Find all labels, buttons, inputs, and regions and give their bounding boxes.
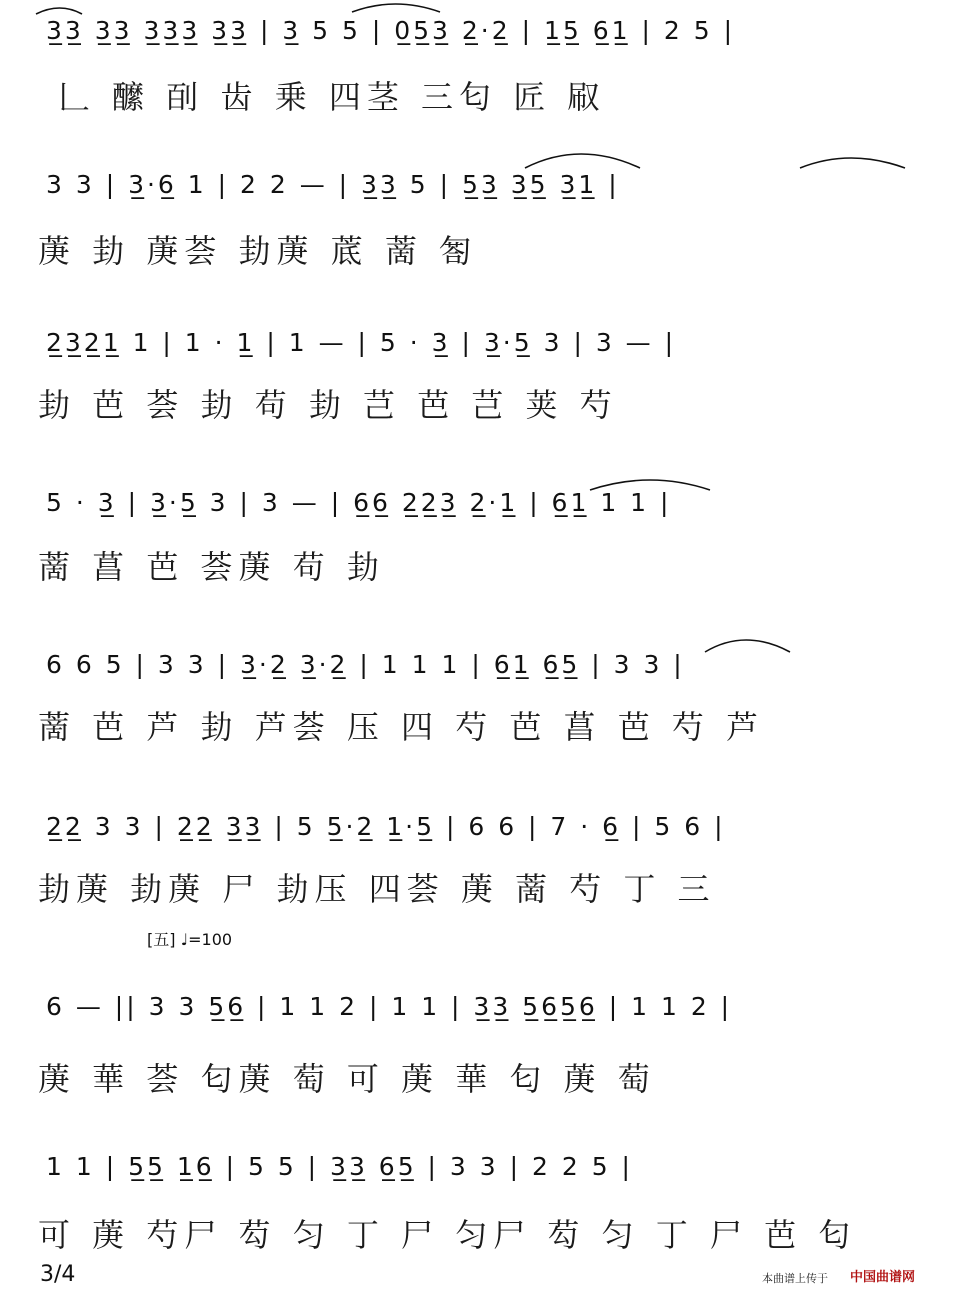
tablature-line: 菮 劸 菮荟 劸菮 菧 蔐 匒 [38, 232, 478, 270]
tablature-line: 菮 華 荟 匂菮 萄 可 菮 華 匂 菮 萄 [38, 1060, 656, 1098]
notation-line: 6 6 5 | 3 3 | 3̲·2̲ 3̲·2̲ | 1 1 1 | 6̲1̲ 6̲5̲ | 3 3 | [46, 650, 685, 679]
tablature-line: 可 菮 芍尸 芶 匀 丁 尸 匀尸 芶 匀 丁 尸 芭 匂 [38, 1216, 857, 1254]
tempo-mark: ♩=100 [180, 930, 233, 949]
tablature-line: 蔐 芭 芦 劸 芦荟 压 四 芍 芭 菖 芭 芍 芦 [38, 708, 765, 746]
notation-line: 2̲2̲ 3 3 | 2̲2̲ 3̲3̲ | 5 5̲·2̲ 1̲·5̲ | 6 6 | 7 · 6̲ | 5 6 | [46, 812, 726, 841]
tablature-line: 蔐 菖 芭 荟菮 苟 劸 [38, 548, 385, 586]
tablature-line: 劸菮 劸菮 尸 劸压 四荟 菮 蔐 芍 丁 三 [38, 870, 716, 908]
source-note: 本曲谱上传于 [762, 1272, 828, 1285]
page-number: 3/4 [40, 1262, 76, 1287]
notation-line: 3̲3̲ 3̲3̲ 3̲3̲3̲ 3̲3̲ | 3̲ 5 5 | 0̲5̲3̲ 2̲·2̲ | 1̲5̲ 6̲1̲ | 2 5 | [46, 16, 735, 45]
section-tempo-marker [147, 927, 232, 950]
source-site-logo: 中国曲谱网 [850, 1270, 916, 1285]
notation-line: 2̲3̲2̲1̲ 1 | 1 · 1̲ | 1 — | 5 · 3̲ | 3̲·5̲ 3 | 3 — | [46, 328, 677, 357]
notation-line: 6 — || 3 3 5̲6̲ | 1 1 2 | 1 1 | 3̲3̲ 5̲6̲5̲6̲ | 1 1 2 | [46, 992, 733, 1021]
tablature-line: 𠃊 醿 㓦 齿 乗 四茎 三匂 匠 㕞 [58, 78, 606, 116]
section-label: [五] [147, 930, 176, 949]
notation-line: 1 1 | 5̲5̲ 1̲6̲ | 5 5 | 3̲3̲ 6̲5̲ | 3 3 | 2 2 5 | [46, 1152, 633, 1181]
notation-line: 5 · 3̲ | 3̲·5̲ 3 | 3 — | 6̲6̲ 2̲2̲3̲ 2̲·1̲ | 6̲1̲ 1 1 | [46, 488, 672, 517]
notation-line: 3 3 | 3̲·6̲ 1 | 2 2 — | 3̲3̲ 5 | 5̲3̲ 3̲5̲ 3̲1̲ | [46, 170, 620, 199]
tablature-line: 劸 芭 荟 劸 苟 劸 芑 芭 芑 荚 芍 [38, 386, 618, 424]
